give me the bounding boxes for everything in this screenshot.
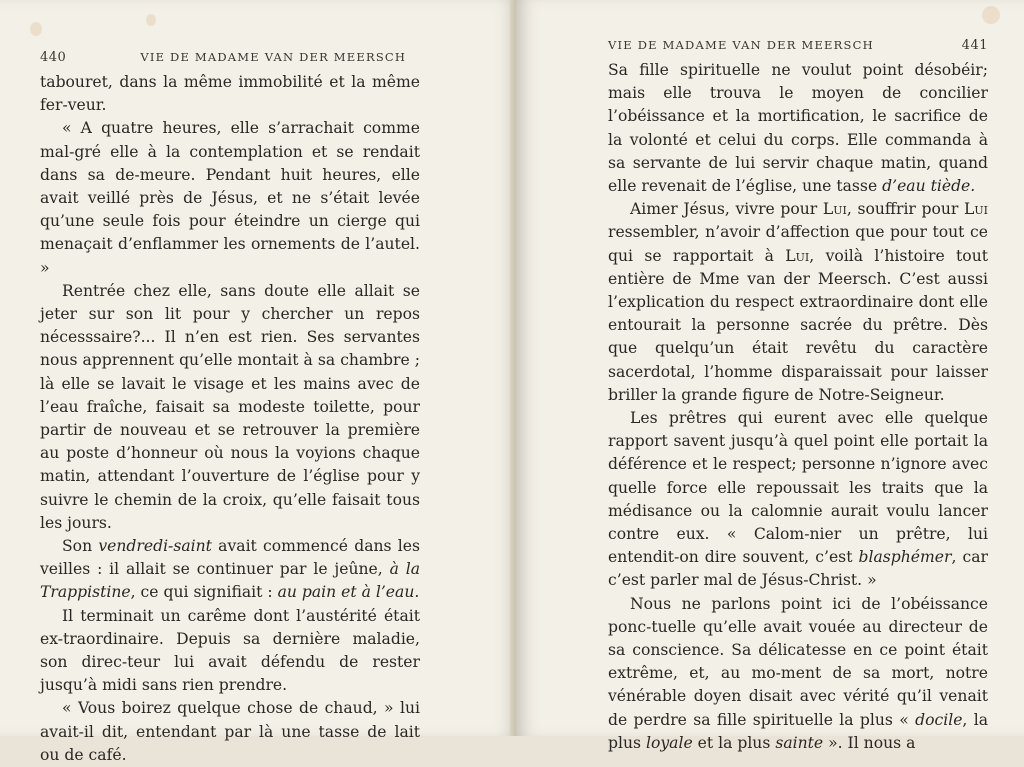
body-paragraph [40, 280, 420, 535]
text-segment: Son [62, 537, 99, 556]
italic-text: à la Trappistine [40, 560, 421, 602]
text-segment: Sa fille spirituelle ne voulut point désobéir; mais elle trouva le moyen de concilier l’obéissance et la mortification, le sacrifice de la volonté et celui du corps. Elle commanda à sa servante de lui servir chaque matin, quand elle revenait de l’église, une tasse [608, 61, 988, 196]
body-paragraph [40, 697, 420, 767]
italic-text: sainte [775, 733, 824, 752]
text-segment: , la plus [608, 710, 988, 752]
italic-text: docile [915, 710, 963, 729]
text-segment: « A quatre heures, elle s’arrachait comme mal-gré elle à la contemplation et se rendait dans sa de-meure. Pendant huit heures, elle avait veillé près de Jésus, et ne s’était levée qu’une seule fois pour éteindre un cierge qui menaçait d’enflammer les ornements de l’autel. » [40, 119, 420, 277]
small-caps-text: Lui [785, 246, 810, 265]
italic-text: vendredi-saint [98, 537, 212, 556]
body-paragraph [40, 117, 420, 279]
text-segment: et la plus [692, 733, 776, 752]
italic-text: blasphémer [858, 548, 952, 567]
italic-text: loyale [645, 733, 693, 752]
text-segment: ressembler, n’avoir d’affection que pour tout ce qui se rapportait à [608, 223, 988, 265]
text-segment: , voilà l’histoire tout entière de Mme van der Meersch. C’est aussi l’explication du respect extraordinaire dont elle entourait la personne sacrée du prêtre. Dès que quelqu’un était revêtu du caractère sacerdotal, l’homme disparaissait pour laisser briller la grande figure de Notre-Seigneur. [608, 246, 989, 404]
body-paragraph [608, 198, 988, 407]
text-segment: Les prêtres qui eurent avec elle quelque rapport savent jusqu’à quel point elle portait la déférence et le respect; personne n’ignore avec quelle force elle repoussait les traits que la médisance ou la calomnie aurait voulu lancer contre eux. « Calom-nier un prêtre, lui entendit-on dire souvent, c’est [608, 409, 988, 567]
body-paragraph [608, 593, 988, 755]
running-head-title: VIE DE MADAME VAN DER MEERSCH [140, 50, 407, 64]
text-segment: ». Il nous a [823, 733, 916, 752]
text-segment: Aimer Jésus, vivre pour [630, 200, 823, 219]
paper-stain [146, 14, 156, 26]
paper-stain [30, 22, 42, 36]
page-text [40, 71, 420, 767]
text-segment: tabouret, dans la même immobilité et la même fer-veur. [40, 73, 420, 115]
body-paragraph [40, 605, 420, 698]
paper-stain [982, 6, 1000, 24]
italic-text: d’eau tiède. [882, 177, 976, 196]
page-number: 441 [961, 38, 988, 53]
right-page [516, 0, 1024, 752]
text-segment: avait commencé dans les veilles : il allait se continuer par le jeûne, [40, 537, 420, 579]
text-segment: « Vous boirez quelque chose de chaud, » lui avait-il dit, entendant par là une tasse de lait ou de café. [40, 699, 420, 764]
body-paragraph [608, 59, 988, 198]
page-text [608, 59, 988, 755]
text-segment: Nous ne parlons point ici de l’obéissance ponc-tuelle qu’elle avait vouée au directeur de sa conscience. Sa délicatesse en ce point était extrême, et, au mo-ment de sa mort, notre vénérable doyen disait avec vérité qu’il venait de perdre sa fille spirituelle la plus « [608, 594, 988, 729]
running-head-title: VIE DE MADAME VAN DER MEERSCH [608, 38, 874, 52]
italic-text: au pain et à l’eau. [277, 583, 420, 602]
body-paragraph [608, 407, 988, 593]
text-segment: Rentrée chez elle, sans doute elle allait se jeter sur son lit pour y chercher un repos nécesssaire?... Il n’en est rien. Ses servantes nous apprennent qu’elle montait à sa chambre ; là elle se lavait le visage et les mains avec de l’eau fraîche, faisait sa modeste toilette, pour partir de nouveau et se retrouver la première au poste d’honneur où nous la voyions chaque matin, attendant l’ouverture de l’église pour y suivre le chemin de la croix, qu’elle faisait tous les jours. [40, 281, 420, 532]
page-number: 440 [40, 50, 67, 65]
body-paragraph [40, 71, 420, 117]
text-segment: Il terminait un carême dont l’austérité était ex-traordinaire. Depuis sa dernière maladie, son direc-teur lui avait défendu de rester jusqu’à midi sans rien prendre. [40, 606, 420, 695]
running-head [40, 50, 420, 65]
small-caps-text: Lui [964, 200, 989, 219]
text-segment: , car c’est parler mal de Jésus-Christ. » [608, 548, 988, 590]
text-segment: , souffrir pour [846, 200, 965, 219]
body-paragraph [40, 535, 420, 605]
text-segment: , ce qui signifiait : [130, 583, 278, 602]
small-caps-text: Lui [822, 200, 847, 219]
running-head [608, 38, 988, 53]
